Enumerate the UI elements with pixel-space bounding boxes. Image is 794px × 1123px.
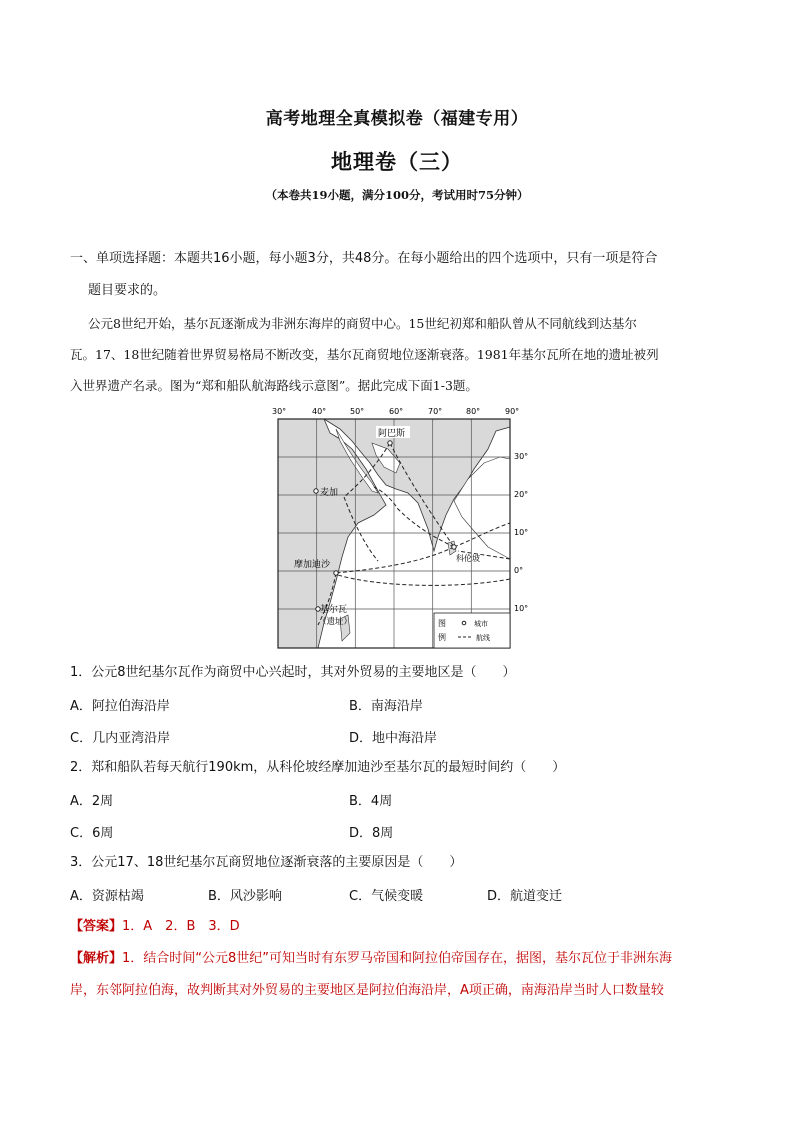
lat-label: 10°: [514, 528, 529, 537]
question-1-option-a: A．阿拉伯海沿岸: [70, 699, 170, 714]
analysis-text-1: 1．结合时间“公元8世纪”可知当时有东罗马帝国和阿拉伯帝国存在，据图，基尔瓦位于非洲东海: [122, 951, 673, 966]
place-abasi: 阿巴斯: [378, 429, 406, 439]
legend-title-top: 图: [438, 619, 446, 628]
section-heading-line1: 一、单项选择题：本题共16小题，每小题3分，共48分。在每小题给出的四个选项中，只有一项是符合: [70, 251, 658, 266]
passage-line2: 瓦。17、18世纪随着世界贸易格局不断改变，基尔瓦商贸地位逐渐衰落。1981年基尔瓦所在地的遗址被列: [70, 347, 659, 362]
exam-title: 高考地理全真模拟卷（福建专用）: [265, 109, 529, 129]
city-marker: [388, 441, 392, 445]
place-mojiadishao: 摩加迪沙: [294, 560, 331, 570]
analysis-line1: [70, 949, 672, 969]
place-jierwa: 基尔瓦: [320, 605, 348, 615]
question-2-stem: 2．郑和船队若每天航行190km，从科伦坡经摩加迪沙至基尔瓦的最短时间约（ ）: [70, 760, 566, 775]
question-1-option-d: D．地中海沿岸: [349, 731, 438, 746]
question-3-option-c: C．气候变暖: [349, 889, 424, 904]
exam-note: （本卷共19小题，满分100分，考试用时75分钟）: [265, 188, 529, 202]
question-3-option-d: D．航道变迁: [487, 889, 563, 904]
lon-label: 60°: [389, 407, 404, 416]
lat-label: 10°: [514, 604, 529, 613]
lon-label: 30°: [272, 407, 287, 416]
map-svg: [262, 403, 532, 653]
legend-city: 城市: [474, 620, 488, 628]
legend-title-bottom: 例: [438, 633, 446, 642]
question-1-option-c: C．几内亚湾沿岸: [70, 731, 171, 746]
question-3-option-b: B．风沙影响: [208, 889, 282, 904]
answer-line: [70, 917, 240, 937]
question-3-stem: 3．公元17、18世纪基尔瓦商贸地位逐渐衰落的主要原因是（ ）: [70, 855, 463, 870]
place-jierwa-note: （遗址）: [318, 617, 353, 627]
question-1-stem: 1．公元8世纪基尔瓦作为商贸中心兴起时，其对外贸易的主要地区是（ ）: [70, 665, 516, 680]
question-2-option-a: A．2周: [70, 794, 114, 809]
question-3-option-a: A．资源枯竭: [70, 889, 144, 904]
zhenghe-route-map: [262, 403, 532, 653]
analysis-tag: 【解析】: [70, 951, 123, 966]
question-2-option-c: C．6周: [70, 826, 114, 841]
question-2-option-d: D．8周: [349, 826, 394, 841]
answer-text: 1．A 2．B 3．D: [122, 919, 240, 934]
exam-subtitle: 地理卷（三）: [331, 150, 463, 174]
passage-line3: 入世界遗产名录。图为“郑和船队航海路线示意图”。据此完成下面1-3题。: [70, 378, 478, 393]
place-kelunpo: 科伦坡: [456, 554, 480, 563]
legend-route: 航线: [476, 634, 490, 642]
analysis-line2: 岸，东邻阿拉伯海，故判断其对外贸易的主要地区是阿拉伯海沿岸，A项正确，南海沿岸当时人口数量较: [70, 983, 664, 998]
lat-label: 20°: [514, 490, 529, 499]
lat-label: 0°: [514, 566, 524, 575]
lon-label: 40°: [312, 407, 327, 416]
lon-label: 80°: [466, 407, 481, 416]
lon-label: 90°: [505, 407, 520, 416]
city-marker: [334, 571, 338, 575]
city-marker: [314, 489, 318, 493]
section-heading-line2: 题目要求的。: [88, 283, 167, 298]
city-marker: [452, 545, 456, 549]
passage-line1: 公元8世纪开始，基尔瓦逐渐成为非洲东海岸的商贸中心。15世纪初郑和船队曾从不同航线到达基尔: [88, 316, 637, 331]
question-1-option-b: B．南海沿岸: [349, 699, 423, 714]
lon-label: 70°: [428, 407, 443, 416]
question-2-option-b: B．4周: [349, 794, 393, 809]
lat-label: 30°: [514, 452, 529, 461]
place-maijia: 麦加: [320, 488, 339, 498]
lon-label: 50°: [350, 407, 365, 416]
legend-city-symbol: [462, 621, 466, 625]
answer-tag: 【答案】: [70, 919, 123, 934]
